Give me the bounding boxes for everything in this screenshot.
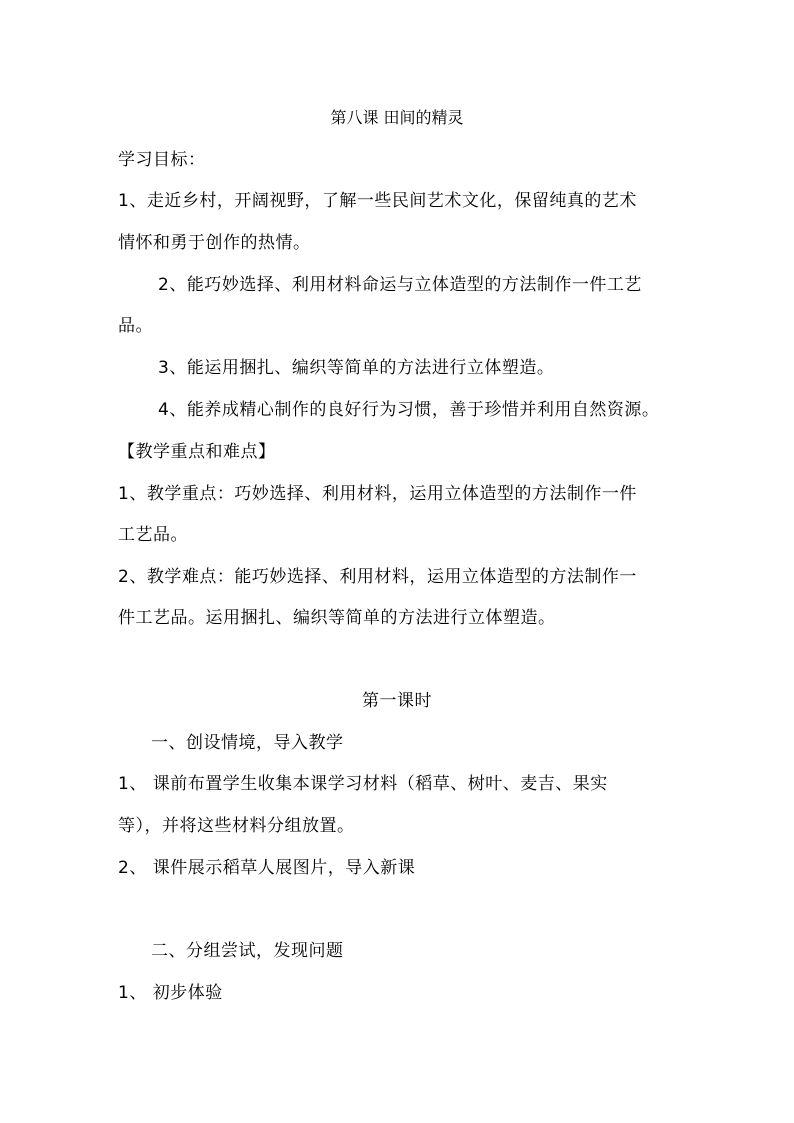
key-point-line-4: 件工艺品。运用捆扎、编织等简单的方法进行立体塑造。 <box>118 608 556 628</box>
objective-line-2: 情怀和勇于创作的热情。 <box>118 233 311 253</box>
objective-line-5: 3、能运用捆扎、编织等简单的方法进行立体塑造。 <box>158 358 555 378</box>
key-point-line-3: 2、教学难点：能巧妙选择、利用材料，运用立体造型的方法制作一 <box>118 567 637 587</box>
key-point-line-1: 1、教学重点：巧妙选择、利用材料，运用立体造型的方法制作一件 <box>118 484 637 504</box>
lesson-heading: 第一课时 <box>362 691 432 711</box>
objective-line-4: 品。 <box>118 316 153 336</box>
key-points-heading: 【教学重点和难点】 <box>118 442 276 462</box>
section-1-item-2: 等），并将这些材料分组放置。 <box>118 816 355 836</box>
section-1-heading: 一、创设情境，导入教学 <box>151 733 344 753</box>
objectives-heading: 学习目标： <box>118 150 206 170</box>
section-1-item-3: 2、 课件展示稻草人展图片，导入新课 <box>118 858 416 878</box>
section-2-item-1: 1、 初步体验 <box>118 983 223 1003</box>
section-1-item-1: 1、 课前布置学生收集本课学习材料（稻草、树叶、麦吉、果实 <box>118 774 608 794</box>
objective-line-6: 4、能养成精心制作的良好行为习惯，善于珍惜并利用自然资源。 <box>158 400 660 420</box>
key-point-line-2: 工艺品。 <box>118 525 188 545</box>
page-title: 第八课 田间的精灵 <box>330 108 464 127</box>
objective-line-3: 2、能巧妙选择、利用材料命运与立体造型的方法制作一件工艺 <box>158 275 642 295</box>
objective-line-1: 1、走近乡村，开阔视野，了解一些民间艺术文化，保留纯真的艺术 <box>118 191 637 211</box>
section-2-heading: 二、分组尝试，发现问题 <box>151 941 344 961</box>
